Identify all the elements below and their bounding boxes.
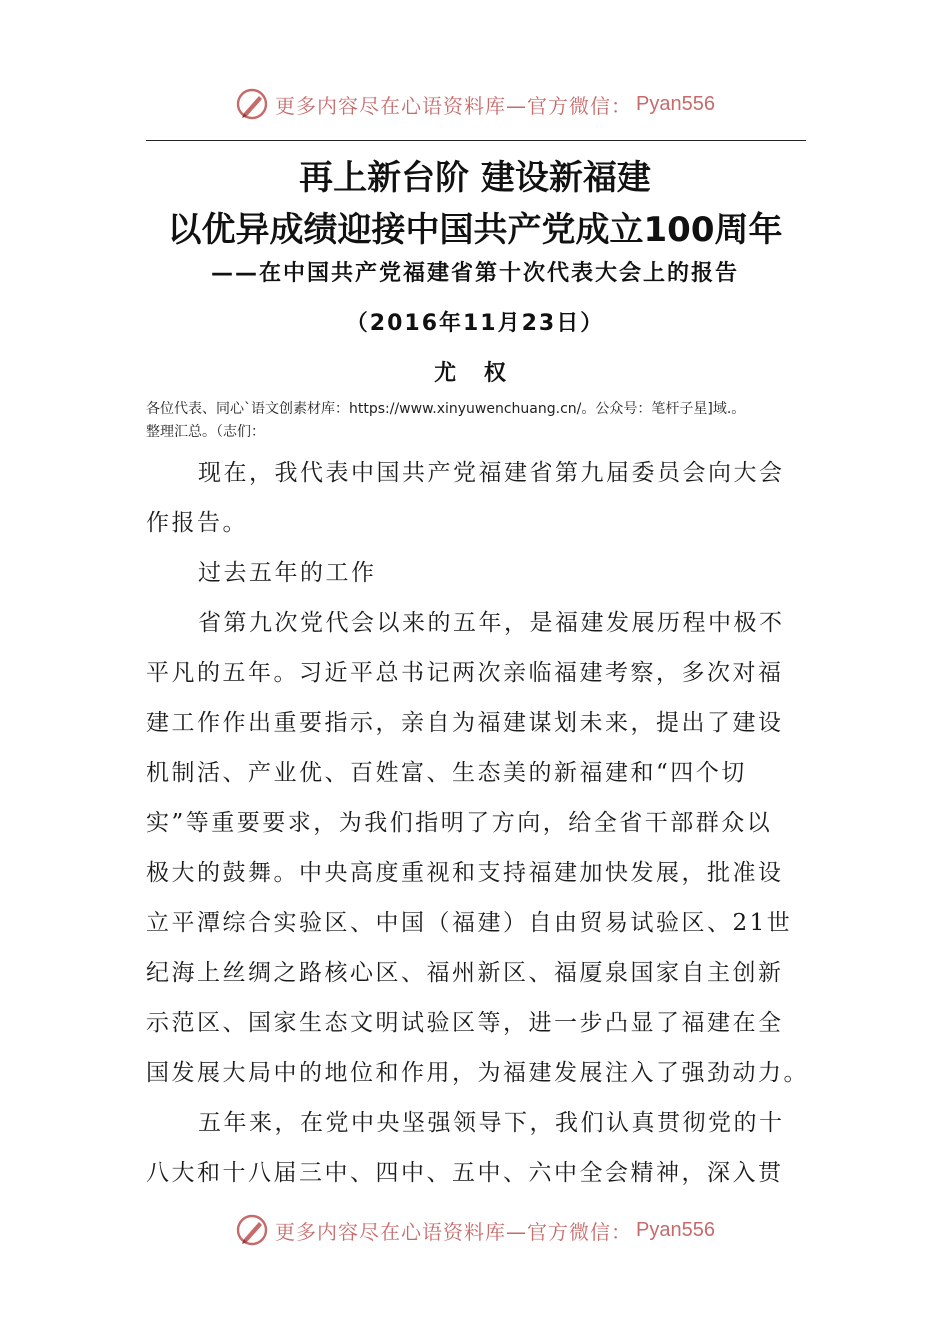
body-line: 建工作作出重要指示，亲自为福建谋划未来，提出了建设 (146, 710, 784, 736)
banner-text: 更多内容尽在心语资料库—官方微信： (275, 93, 633, 118)
body-line: 纪海上丝绸之路核心区、福州新区、福厦泉国家自主创新 (146, 960, 784, 986)
doc-title-line2: 以优异成绩迎接中国共产党成立100周年 (167, 210, 783, 250)
body-line: 平凡的五年。习近平总书记两次亲临福建考察，多次对福 (146, 660, 784, 686)
body-line: 省第九次党代会以来的五年，是福建发展历程中极不 (198, 610, 785, 636)
body-line: 五年来，在党中央坚强领导下，我们认真贯彻党的十 (198, 1110, 785, 1136)
body-line: 极大的鼓舞。中央高度重视和支持福建加快发展，批准设 (146, 860, 784, 886)
source-note-line1: 各位代表、同心`语文创素材库：https://www.xinyuwenchuang.cn/。公众号：笔杆子星]域.。 (146, 401, 746, 417)
doc-date: （2016年11月23日） (345, 311, 605, 336)
doc-title-line1: 再上新台阶 建设新福建 (299, 158, 651, 198)
pen-logo-icon (235, 1213, 269, 1247)
banner-wechat-id: Pyan556 (636, 92, 715, 115)
doc-subtitle: ——在中国共产党福建省第十次代表大会上的报告 (210, 261, 739, 286)
body-line: 机制活、产业优、百姓富、生态美的新福建和“四个切 (146, 760, 747, 786)
body-line: 实”等重要要求，为我们指明了方向，给全省干部群众以 (146, 810, 773, 836)
bottom-watermark-banner (0, 1210, 950, 1250)
section-heading: 过去五年的工作 (198, 560, 377, 586)
body-line: 立平潭综合实验区、中国（福建）自由贸易试验区、21世 (146, 910, 793, 936)
body-line: 作报告。 (146, 510, 248, 536)
doc-author: 尤 权 (434, 361, 516, 386)
report-body (146, 448, 809, 1198)
body-line: 示范区、国家生态文明试验区等，进一步凸显了福建在全 (146, 1010, 784, 1036)
source-note-line2: 整理汇总。（志们： (146, 424, 265, 440)
source-note (146, 398, 826, 444)
top-watermark-banner (0, 84, 950, 124)
body-line: 国发展大局中的地位和作用，为福建发展注入了强劲动力。 (146, 1060, 809, 1086)
header-divider (146, 140, 806, 141)
body-line: 八大和十八届三中、四中、五中、六中全会精神，深入贯 (146, 1160, 784, 1186)
banner-text: 更多内容尽在心语资料库—官方微信： (275, 1219, 633, 1244)
body-line: 现在，我代表中国共产党福建省第九届委员会向大会 (198, 460, 785, 486)
banner-wechat-id: Pyan556 (636, 1218, 715, 1241)
pen-logo-icon (235, 87, 269, 121)
